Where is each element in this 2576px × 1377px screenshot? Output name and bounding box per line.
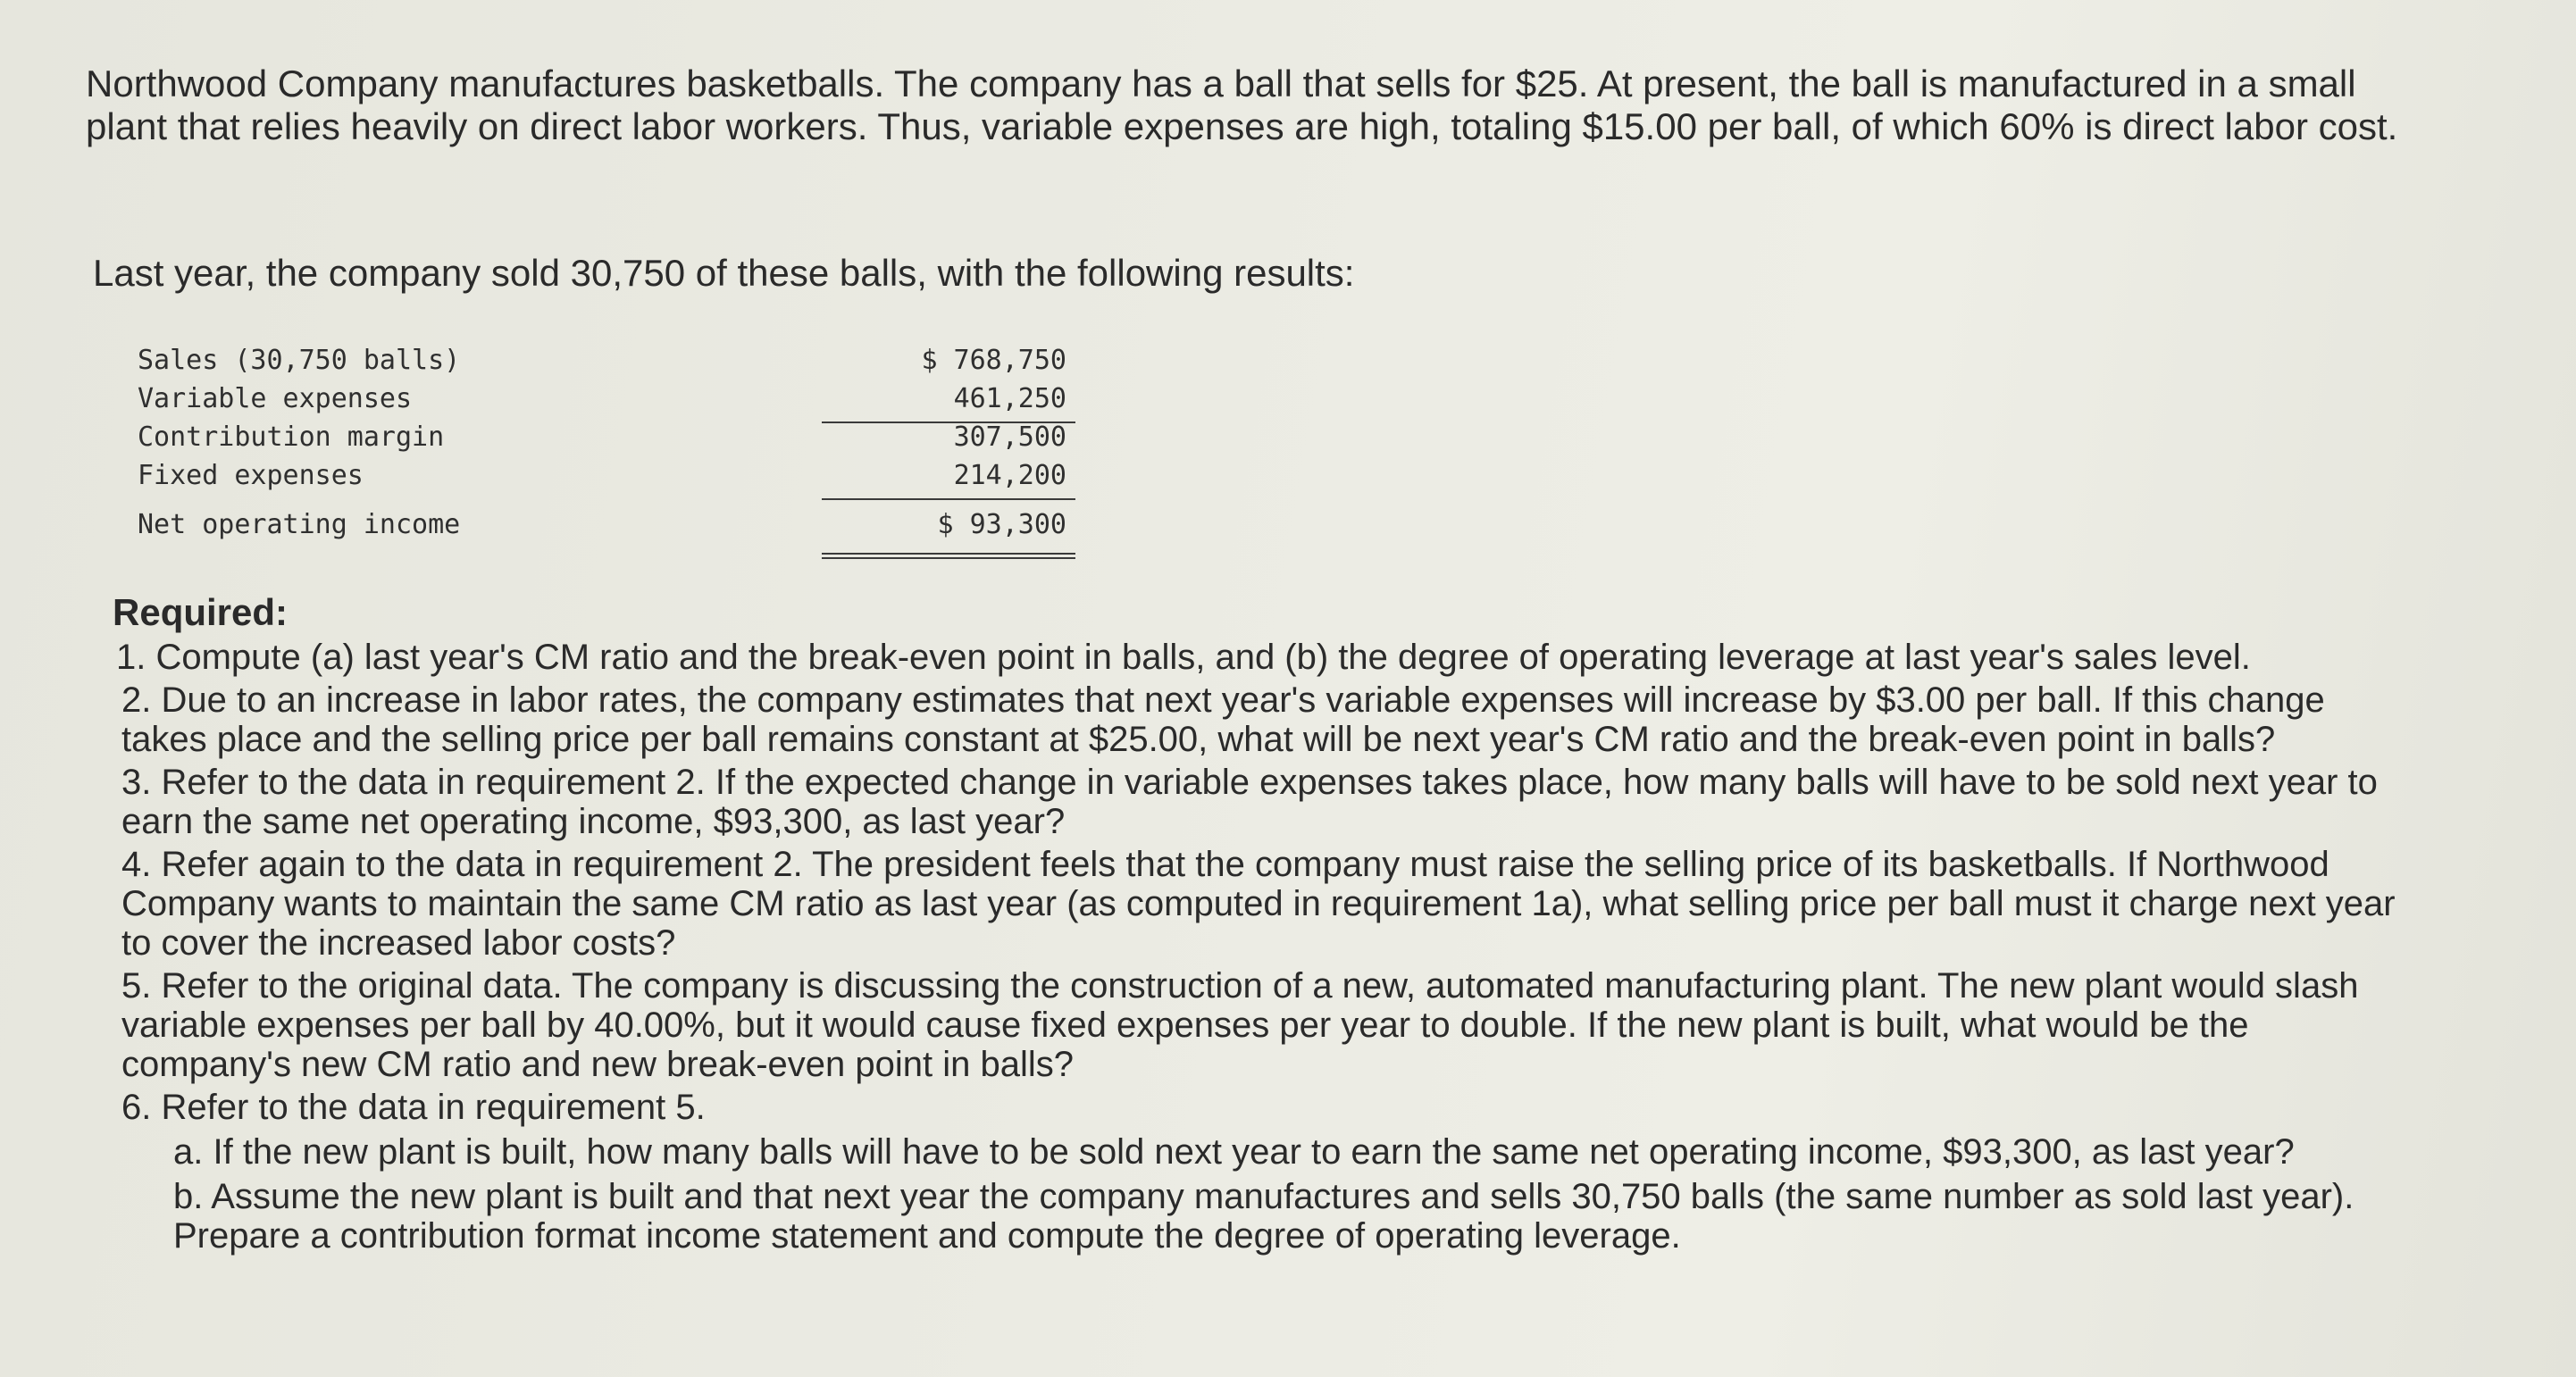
double-rule-top: [822, 553, 1075, 555]
row-value: 214,200: [953, 460, 1066, 491]
intro-paragraph: Northwood Company manufactures basketballs. The company has a ball that sells for $25. At present, the ball is manufactured in a small plant that relies heavily on direct labor workers. Thus, variable expenses are high, totaling $15.00 per ball, of which 60% is direct labor cost.: [86, 63, 2398, 147]
row-value: 307,500: [953, 421, 1066, 453]
lead-sentence: Last year, the company sold 30,750 of these balls, with the following results:: [93, 252, 1355, 294]
row-value: 461,250: [953, 383, 1066, 414]
requirement-6b: b. Assume the new plant is built and that next year the company manufactures and sells 30,750 balls (the same number as sold last year). Prepare a contribution format income statement and compute the degree of operating leverage.: [173, 1177, 2354, 1256]
requirement-6: [121, 1088, 2399, 1256]
requirement-1: 1. Compute (a) last year's CM ratio and the break-even point in balls, and (b) the degree of operating leverage at last year's sales level.: [116, 638, 2251, 677]
requirement-2: 2. Due to an increase in labor rates, the company estimates that next year's variable expenses will increase by $3.00 per ball. If this change takes place and the selling price per ball remains constant at $25.00, what will be next year's CM ratio and the break-even point in balls?: [121, 680, 2325, 759]
requirement-4: 4. Refer again to the data in requirement 2. The president feels that the company must raise the selling price of its basketballs. If Northwood Company wants to maintain the same CM ratio as last year (as computed in requirement 1a), what selling price per ball must it charge next year to cover the increased labor costs?: [121, 845, 2396, 963]
requirement-6-text: 6. Refer to the data in requirement 5.: [121, 1088, 706, 1127]
income-statement: [134, 341, 1081, 544]
row-value: $ 93,300: [937, 509, 1066, 540]
required-heading: Required:: [113, 591, 289, 633]
requirement-3: 3. Refer to the data in requirement 2. If the expected change in variable expenses takes place, how many balls will have to be sold next year to earn the same net operating income, $93,300, as last year?: [121, 763, 2378, 841]
row-value: $ 768,750: [921, 345, 1066, 376]
statement-row-contribution-margin: [134, 418, 1081, 456]
row-label: Contribution margin: [138, 421, 445, 453]
required-section: [113, 593, 2399, 1261]
requirement-5: 5. Refer to the original data. The company is discussing the construction of a new, automated manufacturing plant. The new plant would slash variable expenses per ball by 40.00%, but it would cause fixed expenses per year to double. If the new plant is built, what would be the company's new CM ratio and new break-even point in balls?: [121, 966, 2359, 1084]
statement-row-variable-expenses: [134, 380, 1081, 418]
row-label: Sales (30,750 balls): [138, 345, 461, 376]
statement-row-net-operating-income: [134, 505, 1081, 544]
requirement-6a: a. If the new plant is built, how many balls will have to be sold next year to earn the same net operating income, $93,300, as last year?: [173, 1132, 2295, 1172]
row-label: Net operating income: [138, 509, 461, 540]
statement-row-sales: [134, 341, 1081, 380]
double-rule-bottom: [822, 557, 1075, 559]
row-label: Variable expenses: [138, 383, 413, 414]
row-label: Fixed expenses: [138, 460, 364, 491]
requirements-list: [113, 638, 2399, 1256]
requirement-6-subitems: [173, 1132, 2399, 1256]
statement-row-fixed-expenses: [134, 456, 1081, 495]
subtotal-rule: [822, 498, 1075, 500]
